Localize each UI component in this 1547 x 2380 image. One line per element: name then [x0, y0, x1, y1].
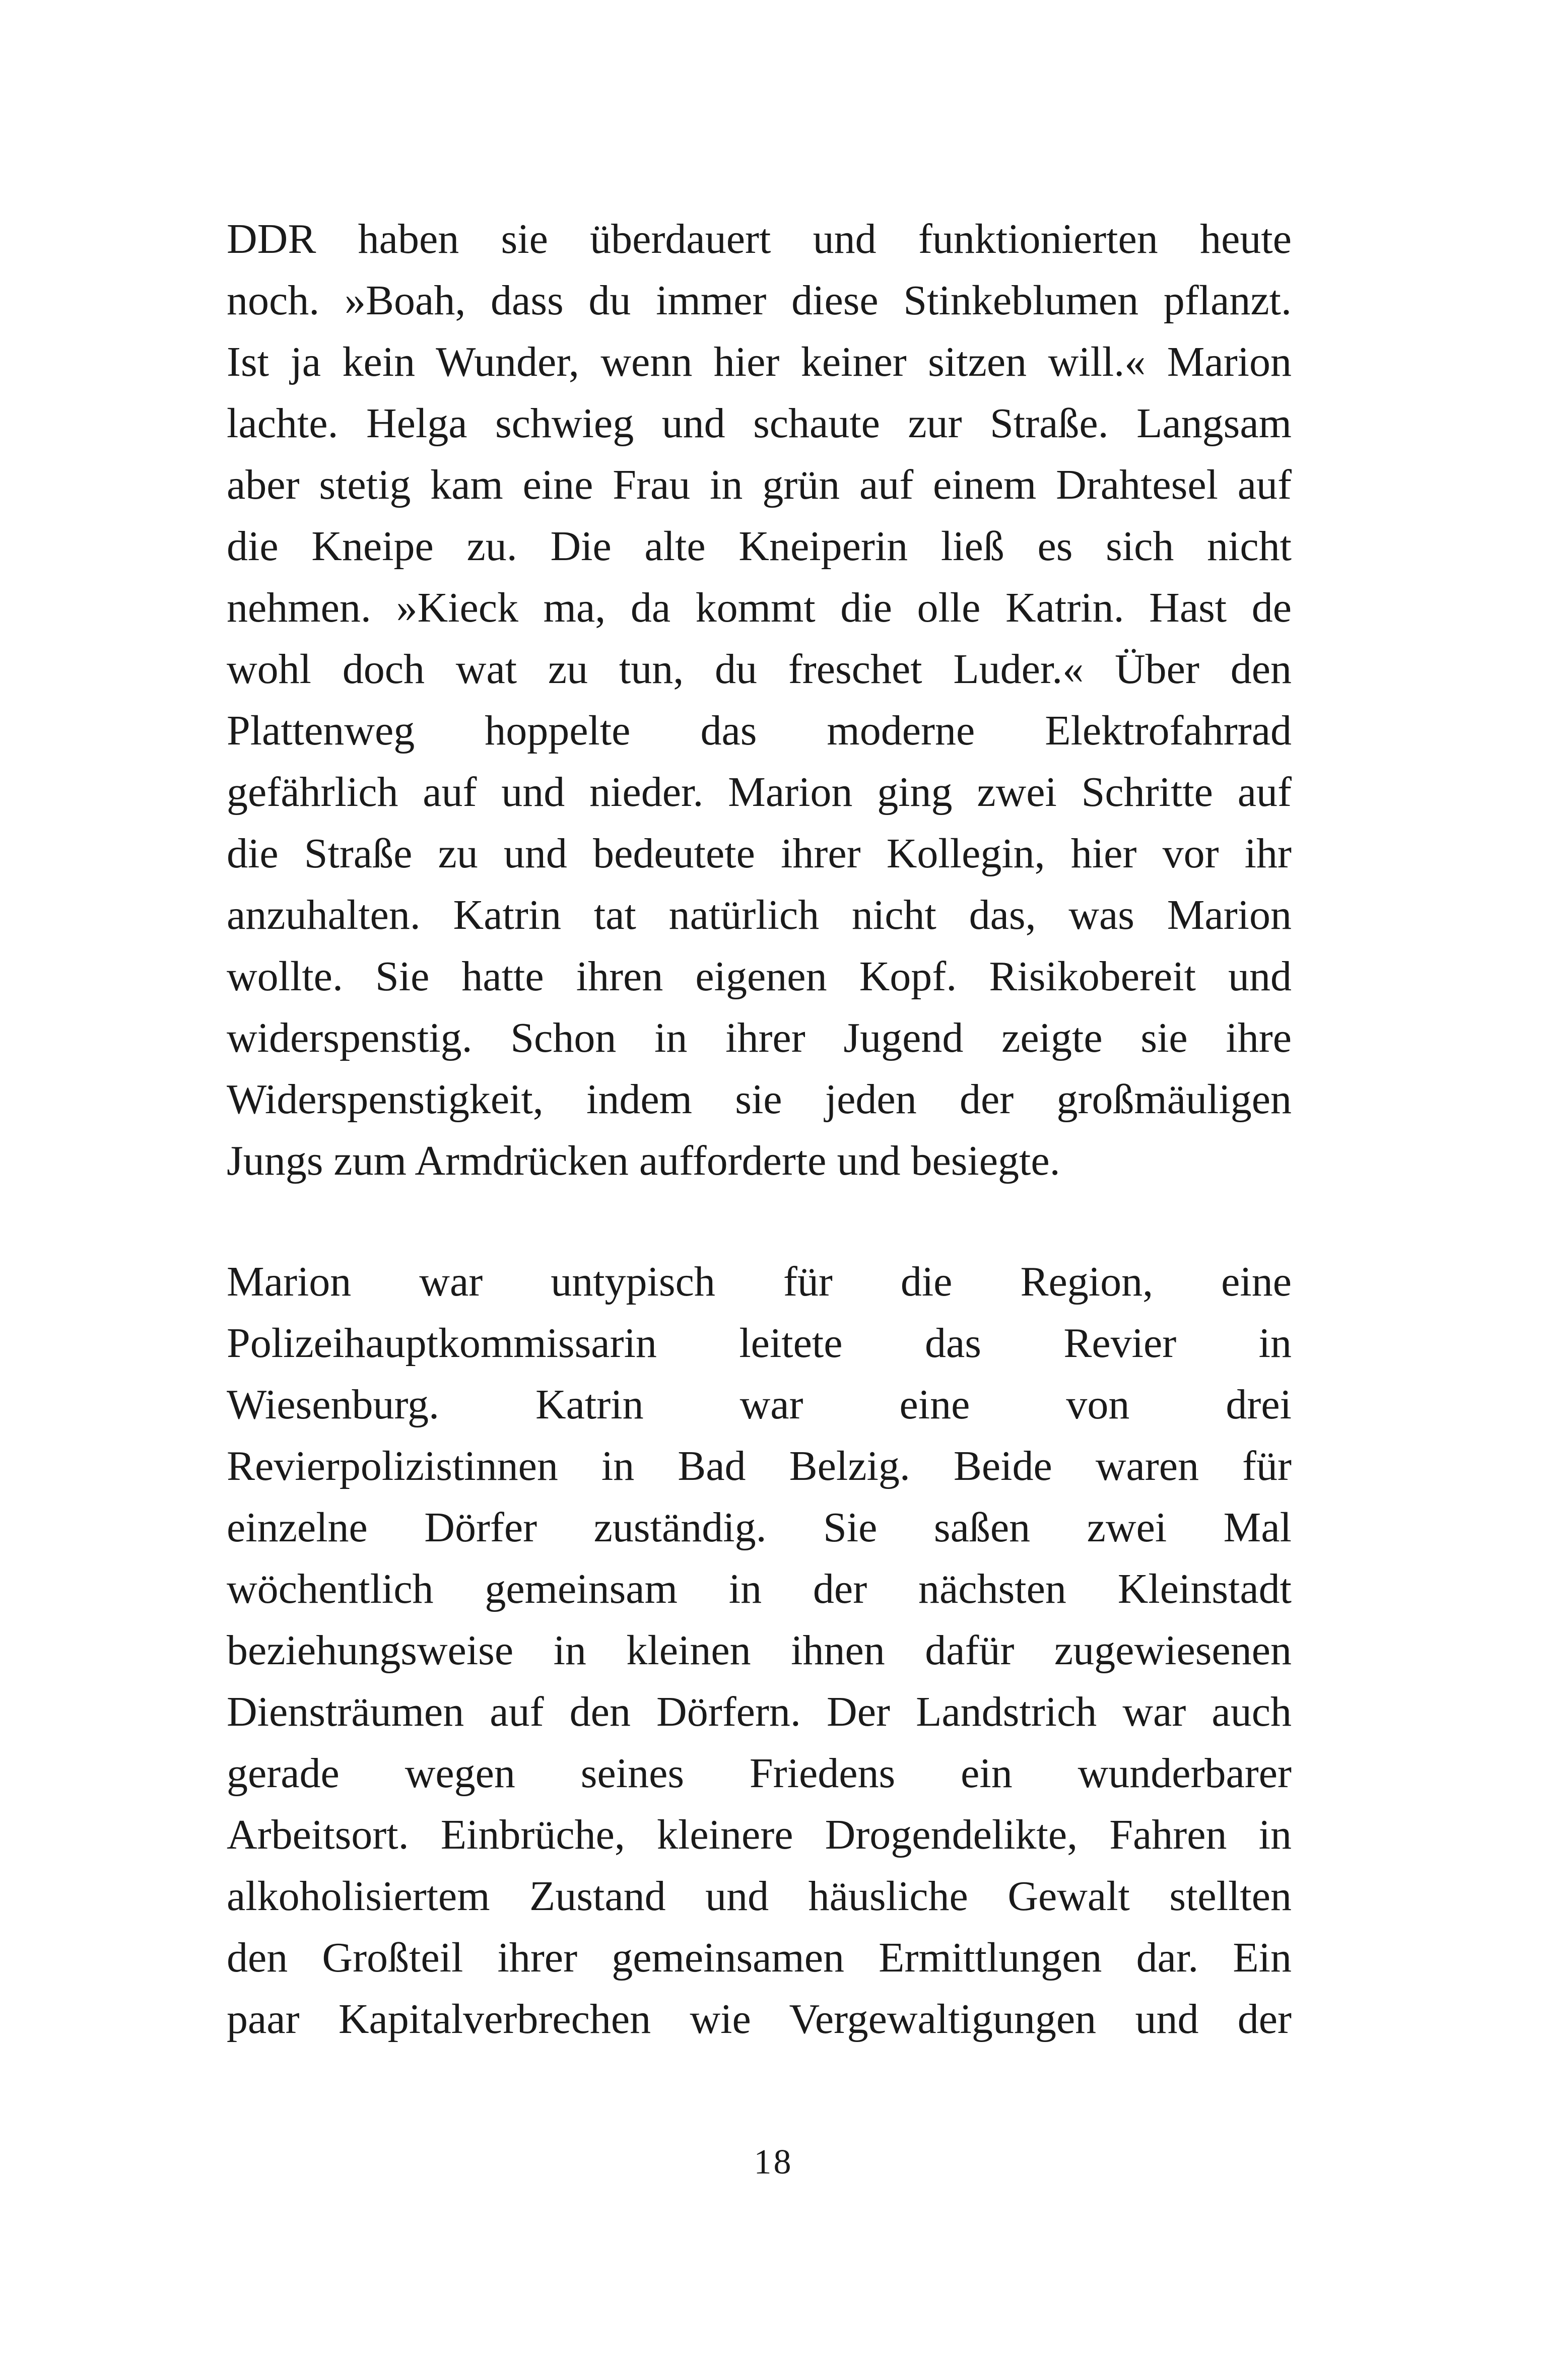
paragraph-1	[227, 209, 1292, 1192]
text-line: wollte. Sie hatte ihren eigenen Kopf. Risikobereit und	[227, 953, 1292, 1000]
text-line: wohl doch wat zu tun, du freschet Luder.« Über den	[227, 646, 1292, 693]
text-line: Widerspenstigkeit, indem sie jeden der großmäuligen	[227, 1076, 1292, 1123]
text-line: Revierpolizistinnen in Bad Belzig. Beide waren für	[227, 1443, 1292, 1489]
text-line: alkoholisiertem Zustand und häusliche Gewalt stellten	[227, 1873, 1292, 1920]
text-line: noch. »Boah, dass du immer diese Stinkeblumen pflanzt.	[227, 277, 1292, 324]
text-line: einzelne Dörfer zuständig. Sie saßen zwei Mal	[227, 1504, 1292, 1551]
text-line: Plattenweg hoppelte das moderne Elektrofahrrad	[227, 707, 1292, 754]
text-line: paar Kapitalverbrechen wie Vergewaltigungen und der	[227, 1996, 1292, 2043]
paragraph-2	[227, 1251, 1292, 2050]
text-line: lachte. Helga schwieg und schaute zur Straße. Langsam	[227, 400, 1292, 447]
text-line: Diensträumen auf den Dörfern. Der Landstrich war auch	[227, 1688, 1292, 1735]
text-line: Wiesenburg. Katrin war eine von drei	[227, 1381, 1292, 1428]
text-line: Marion war untypisch für die Region, eine	[227, 1258, 1292, 1305]
text-line: beziehungsweise in kleinen ihnen dafür zugewiesenen	[227, 1627, 1292, 1674]
text-line: den Großteil ihrer gemeinsamen Ermittlungen dar. Ein	[227, 1934, 1292, 1981]
text-line: Jungs zum Armdrücken aufforderte und besiegte.	[227, 1137, 1060, 1184]
text-line: aber stetig kam eine Frau in grün auf einem Drahtesel auf	[227, 461, 1292, 508]
text-line: Arbeitsort. Einbrüche, kleinere Drogendelikte, Fahren in	[227, 1811, 1292, 1858]
page-number: 18	[754, 2143, 793, 2182]
text-line: die Straße zu und bedeutete ihrer Kollegin, hier vor ihr	[227, 830, 1292, 877]
text-line: DDR haben sie überdauert und funktionierten heute	[227, 216, 1292, 262]
text-line: Ist ja kein Wunder, wenn hier keiner sitzen will.« Marion	[227, 338, 1292, 385]
text-line: die Kneipe zu. Die alte Kneiperin ließ es sich nicht	[227, 523, 1292, 570]
text-line: nehmen. »Kieck ma, da kommt die olle Katrin. Hast de	[227, 584, 1292, 631]
text-line: anzuhalten. Katrin tat natürlich nicht das, was Marion	[227, 892, 1292, 938]
text-line: Polizeihauptkommissarin leitete das Revier in	[227, 1320, 1292, 1367]
text-line: wöchentlich gemeinsam in der nächsten Kleinstadt	[227, 1566, 1292, 1612]
text-line: gerade wegen seines Friedens ein wunderbarer	[227, 1750, 1292, 1797]
text-line: gefährlich auf und nieder. Marion ging zwei Schritte auf	[227, 769, 1292, 815]
text-line: widerspenstig. Schon in ihrer Jugend zeigte sie ihre	[227, 1014, 1292, 1061]
